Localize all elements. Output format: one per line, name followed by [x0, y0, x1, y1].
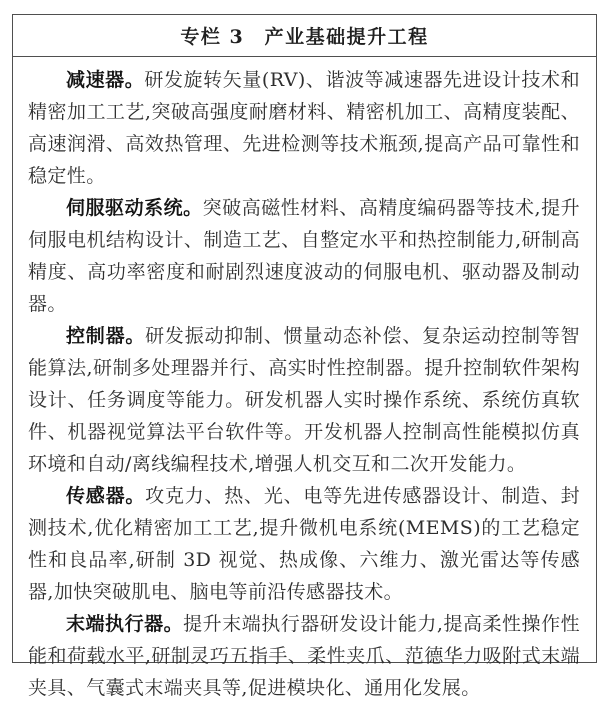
- special-column-box: [12, 14, 597, 699]
- paragraph-servo-drive-text: 突破高磁性材料、高精度编码器等技术,提升伺服电机结构设计、制造工艺、自整定水平和热控制能力,研制高精度、高功率密度和耐剧烈速度波动的伺服电机、驱动器及制动器。: [28, 197, 580, 315]
- paragraph-end-effector-text: 提升末端执行器研发设计能力,提高柔性操作性能和荷载水平,研制灵巧五指手、柔性夹爪、范德华力吸附式末端夹具、气囊式末端夹具等,促进模块化、通用化发展。: [28, 613, 580, 699]
- box-title: 专栏 3 产业基础提升工程: [13, 15, 596, 57]
- paragraph-sensor-text: 攻克力、热、光、电等先进传感器设计、制造、封测技术,优化精密加工工艺,提升微机电系统(MEMS)的工艺稳定性和良品率,研制 3D 视觉、热成像、六维力、激光雷达等传感器,加快突破肌电、脑电等前沿传感器技术。: [28, 485, 580, 603]
- paragraph-reducer-lead: 减速器。: [66, 69, 145, 91]
- paragraph-reducer: [28, 64, 580, 192]
- paragraph-controller-text: 研发振动抑制、惯量动态补偿、复杂运动控制等智能算法,研制多处理器并行、高实时性控制器。提升控制软件架构设计、任务调度等能力。研发机器人实时操作系统、系统仿真软件、机器视觉算法平台软件等。开发机器人控制高性能模拟仿真环境和自动/离线编程技术,增强人机交互和二次开发能力。: [28, 325, 580, 475]
- paragraph-sensor: [28, 480, 580, 608]
- paragraph-controller: [28, 320, 580, 480]
- paragraph-end-effector: [28, 608, 580, 704]
- paragraph-end-effector-lead: 末端执行器。: [66, 613, 184, 635]
- paragraph-reducer-text: 研发旋转矢量(RV)、谐波等减速器先进设计技术和精密加工工艺,突破高强度耐磨材料、精密机加工、高精度装配、高速润滑、高效热管理、先进检测等技术瓶颈,提高产品可靠性和稳定性。: [28, 69, 580, 187]
- paragraph-servo-drive-lead: 伺服驱动系统。: [66, 197, 203, 219]
- paragraph-controller-lead: 控制器。: [66, 325, 146, 347]
- paragraph-sensor-lead: 传感器。: [66, 485, 146, 507]
- box-body: [13, 57, 596, 704]
- paragraph-servo-drive: [28, 192, 580, 320]
